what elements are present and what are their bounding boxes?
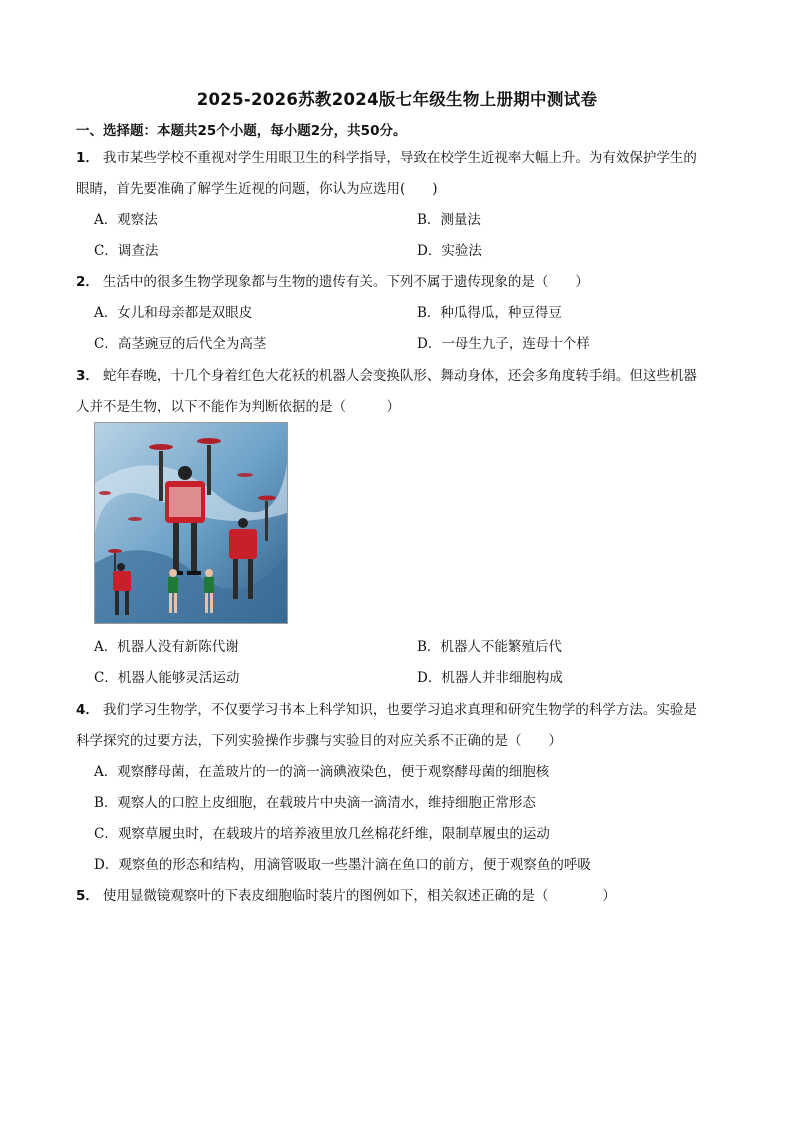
- question-5-number: 5．: [76, 888, 99, 904]
- question-1-line-1: [76, 146, 697, 166]
- question-3-text-1: 蛇年春晚，十几个身着红色大花袄的机器人会变换队形、舞动身体，还会多角度转手绢。但这些机器: [102, 368, 697, 384]
- q3-option-c[interactable]: C．机器人能够灵活运动: [94, 670, 240, 686]
- question-2-line-1: [76, 270, 589, 290]
- q4-option-b[interactable]: B．观察人的口腔上皮细胞，在载玻片中央滴一滴清水，维持细胞正常形态: [94, 795, 536, 811]
- question-1-line-2: 眼睛，首先要准确了解学生近视的问题，你认为应选用( ): [76, 181, 438, 197]
- section-heading: 一、选择题：本题共25个小题，每小题2分，共50分。: [76, 123, 407, 139]
- question-4-number: 4．: [76, 702, 99, 718]
- robot-dance-photo: [94, 422, 288, 624]
- q3-option-b[interactable]: B．机器人不能繁殖后代: [417, 639, 562, 655]
- q3-option-d[interactable]: D．机器人并非细胞构成: [417, 670, 563, 686]
- q1-option-c[interactable]: C．调查法: [94, 243, 159, 259]
- q1-option-d[interactable]: D．实验法: [417, 243, 482, 259]
- q2-option-a[interactable]: A．女儿和母亲都是双眼皮: [94, 305, 253, 321]
- q4-option-c[interactable]: C．观察草履虫时，在载玻片的培养液里放几丝棉花纤维，限制草履虫的运动: [94, 826, 550, 842]
- q2-option-c[interactable]: C．高茎豌豆的后代全为高茎: [94, 336, 267, 352]
- robot-dance-illustration: [95, 423, 287, 623]
- q2-option-b[interactable]: B．种瓜得瓜，种豆得豆: [417, 305, 562, 321]
- q1-option-a[interactable]: A．观察法: [94, 212, 158, 228]
- question-3-line-2: 人并不是生物，以下不能作为判断依据的是（ ）: [76, 399, 400, 415]
- q4-option-a[interactable]: A．观察酵母菌，在盖玻片的一的滴一滴碘液染色，便于观察酵母菌的细胞核: [94, 764, 550, 780]
- q1-option-b[interactable]: B．测量法: [417, 212, 481, 228]
- question-3-line-1: [76, 364, 697, 384]
- question-5-line-1: [76, 884, 616, 904]
- q2-option-d[interactable]: D．一母生九子，连母十个样: [417, 336, 590, 352]
- question-5-text-1: 使用显微镜观察叶的下表皮细胞临时装片的图例如下，相关叙述正确的是（ ）: [102, 888, 616, 904]
- question-2-number: 2．: [76, 274, 99, 290]
- question-1-number: 1．: [76, 150, 99, 166]
- question-4-line-1: [76, 698, 697, 718]
- question-3-number: 3．: [76, 368, 99, 384]
- q3-option-a[interactable]: A．机器人没有新陈代谢: [94, 639, 239, 655]
- question-2-text-1: 生活中的很多生物学现象都与生物的遗传有关。下列不属于遗传现象的是（ ）: [102, 274, 589, 290]
- exam-title: 2025-2026苏教2024版七年级生物上册期中测试卷: [196, 90, 598, 109]
- question-1-text-1: 我市某些学校不重视对学生用眼卫生的科学指导，导致在校学生近视率大幅上升。为有效保护学生的: [102, 150, 697, 166]
- question-4-line-2: 科学探究的过要方法，下列实验操作步骤与实验目的对应关系不正确的是（ ）: [76, 733, 562, 749]
- q4-option-d[interactable]: D．观察鱼的形态和结构，用滴管吸取一些墨汁滴在鱼口的前方，便于观察鱼的呼吸: [94, 857, 591, 873]
- question-4-text-1: 我们学习生物学，不仅要学习书本上科学知识，也要学习追求真理和研究生物学的科学方法。实验是: [102, 702, 697, 718]
